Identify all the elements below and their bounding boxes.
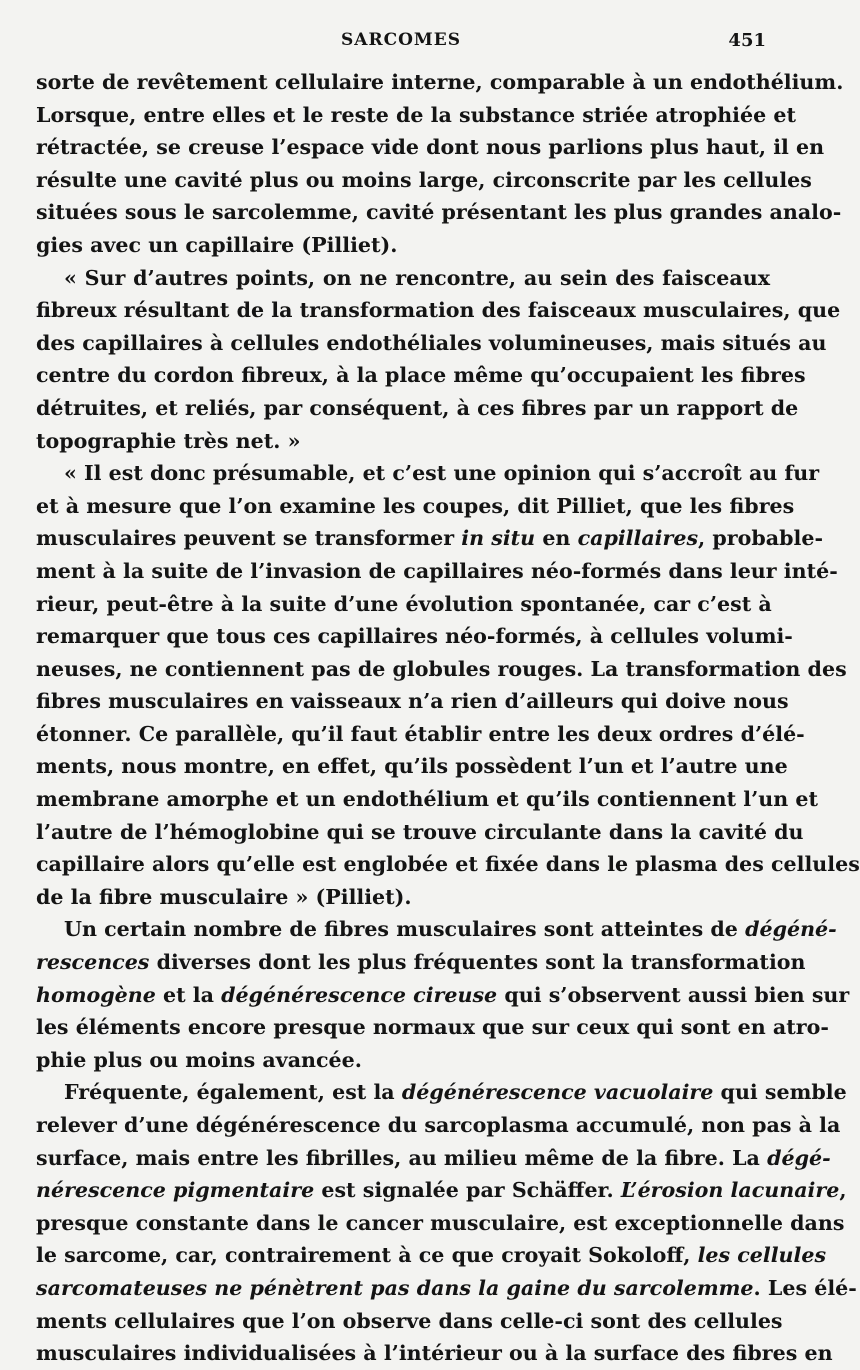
text-line — [36, 1142, 831, 1175]
text-segment: membrane amorphe et un endothélium et qu’ils contiennent l’un et — [36, 787, 819, 812]
text-segment: gies avec un capillaire (Pilliet). — [36, 232, 398, 257]
text-line — [36, 816, 804, 849]
text-line — [36, 1207, 845, 1240]
text-segment: qui semble — [713, 1080, 847, 1105]
text-segment: et à mesure que l’on examine les coupes, dit Pilliet, que les fibres — [36, 493, 795, 518]
text-segment: situées sous le sarcolemme, cavité présentant les plus grandes analo- — [36, 200, 842, 225]
text-line — [36, 1109, 841, 1142]
text-segment: le sarcome, car, contrairement à ce que croyait Sokoloff, — [36, 1243, 698, 1268]
text-line — [36, 131, 825, 164]
text-segment: les éléments encore presque normaux que sur ceux qui sont en atro- — [36, 1015, 829, 1040]
text-segment: phie plus ou moins avancée. — [36, 1047, 362, 1072]
text-line — [36, 783, 819, 816]
text-segment: centre du cordon fibreux, à la place même qu’occupaient les fibres — [36, 363, 806, 388]
italic-text: les cellules — [697, 1243, 827, 1268]
text-line — [36, 1076, 847, 1109]
text-line — [36, 685, 789, 718]
text-line — [36, 1011, 829, 1044]
text-segment: en — [535, 526, 578, 551]
text-line — [36, 490, 795, 523]
text-line — [36, 457, 820, 490]
text-line — [36, 555, 838, 588]
text-segment: « Il est donc présumable, et c’est une opinion qui s’accroît au fur — [64, 461, 820, 486]
text-line — [36, 979, 850, 1012]
running-title: SARCOMES — [341, 30, 461, 50]
text-segment: fibreux résultant de la transformation des faisceaux musculaires, que — [36, 298, 841, 323]
text-segment: ment à la suite de l’invasion de capillaires néo-formés dans leur inté- — [36, 558, 838, 583]
text-line — [36, 66, 844, 99]
text-line — [36, 1044, 770, 1077]
text-line — [36, 881, 770, 914]
text-segment: relever d’une dégénérescence du sarcoplasma accumulé, non pas à la — [36, 1113, 841, 1137]
text-segment: qui s’observent aussi bien sur — [497, 982, 850, 1007]
text-line — [36, 327, 827, 360]
italic-text: capillaires — [577, 526, 699, 551]
text-segment: et la — [155, 982, 222, 1007]
text-segment: rétractée, se creuse l’espace vide dont nous parlions plus haut, il en — [36, 135, 825, 160]
text-line — [36, 718, 805, 751]
italic-text: nérescence pigmentaire — [36, 1178, 315, 1203]
text-line — [36, 1174, 847, 1207]
text-line — [36, 1239, 827, 1272]
text-line — [36, 1305, 783, 1338]
italic-text: dégénérescence cireuse — [221, 982, 498, 1007]
text-line — [36, 425, 770, 458]
text-line — [36, 99, 796, 132]
text-line — [36, 359, 806, 392]
text-segment: . Les élé- — [753, 1275, 857, 1300]
italic-text: sarcomateuses ne pénètrent pas dans la gaine du sarcolemme — [36, 1275, 754, 1300]
text-line — [36, 848, 860, 881]
text-line — [36, 262, 770, 295]
text-segment: sorte de revêtement cellulaire interne, comparable à un endothélium. — [36, 70, 844, 94]
text-line — [36, 1337, 833, 1370]
text-line — [36, 588, 770, 621]
text-segment: résulte une cavité plus ou moins large, circonscrite par les cellules — [36, 167, 812, 192]
italic-text: dégé- — [767, 1145, 831, 1170]
italic-text: in situ — [461, 526, 536, 551]
text-line — [36, 750, 788, 783]
italic-text: L’érosion lacunaire — [620, 1178, 840, 1203]
text-segment: musculaires peuvent se transformer — [36, 526, 462, 551]
text-segment: diverses dont les plus fréquentes sont la transformation — [149, 950, 806, 975]
text-segment: est signalée par Schäffer. — [314, 1178, 621, 1203]
text-segment: de la fibre musculaire » (Pilliet). — [36, 884, 412, 909]
text-segment: Lorsque, entre elles et le reste de la substance striée atrophiée et — [36, 102, 796, 127]
text-segment: ments, nous montre, en effet, qu’ils possèdent l’un et l’autre une — [36, 754, 788, 779]
text-segment: , — [839, 1178, 847, 1203]
text-segment: neuses, ne contiennent pas de globules rouges. La transformation des — [36, 656, 847, 681]
page-header — [36, 30, 766, 54]
text-segment: Fréquente, également, est la — [64, 1080, 402, 1105]
text-segment: ments cellulaires que l’on observe dans celle-ci sont des cellules — [36, 1308, 783, 1333]
text-line — [36, 294, 841, 327]
text-segment: étonner. Ce parallèle, qu’il faut établir entre les deux ordres d’élé- — [36, 721, 805, 746]
text-segment: fibres musculaires en vaisseaux n’a rien d’ailleurs qui doive nous — [36, 689, 789, 714]
text-line — [36, 392, 799, 425]
text-line — [36, 620, 793, 653]
text-line — [36, 913, 837, 946]
italic-text: dégénérescence vacuolaire — [401, 1080, 714, 1105]
text-segment: remarquer que tous ces capillaires néo-formés, à cellules volumi- — [36, 624, 793, 649]
italic-text: dégéné- — [745, 917, 837, 942]
text-segment: détruites, et reliés, par conséquent, à ces fibres par un rapport de — [36, 395, 799, 420]
text-line — [36, 946, 806, 979]
text-segment: rieur, peut-être à la suite d’une évolution spontanée, car c’est à — [36, 591, 772, 616]
text-line — [36, 196, 842, 229]
italic-text: rescences — [36, 950, 150, 975]
text-line — [36, 229, 770, 262]
text-line — [36, 164, 812, 197]
text-segment: capillaire alors qu’elle est englobée et fixée dans le plasma des cellules — [36, 852, 860, 877]
text-segment: surface, mais entre les fibrilles, au milieu même de la fibre. La — [36, 1145, 768, 1170]
text-segment: « Sur d’autres points, on ne rencontre, au sein des faisceaux — [64, 265, 770, 290]
body-text — [36, 66, 860, 1370]
text-line — [36, 653, 847, 686]
text-line — [36, 1272, 857, 1305]
page-number: 451 — [728, 30, 766, 51]
italic-text: homogène — [36, 982, 156, 1007]
text-segment: , probable- — [698, 526, 823, 551]
text-segment: l’autre de l’hémoglobine qui se trouve circulante dans la cavité du — [36, 819, 804, 844]
text-segment: topographie très net. » — [36, 428, 301, 453]
text-segment: des capillaires à cellules endothéliales volumineuses, mais situés au — [36, 330, 827, 355]
text-segment: Un certain nombre de fibres musculaires sont atteintes de — [64, 917, 746, 942]
text-line — [36, 522, 823, 555]
text-segment: presque constante dans le cancer musculaire, est exceptionnelle dans — [36, 1210, 845, 1235]
text-segment: musculaires individualisées à l’intérieur ou à la surface des fibres en — [36, 1341, 833, 1366]
